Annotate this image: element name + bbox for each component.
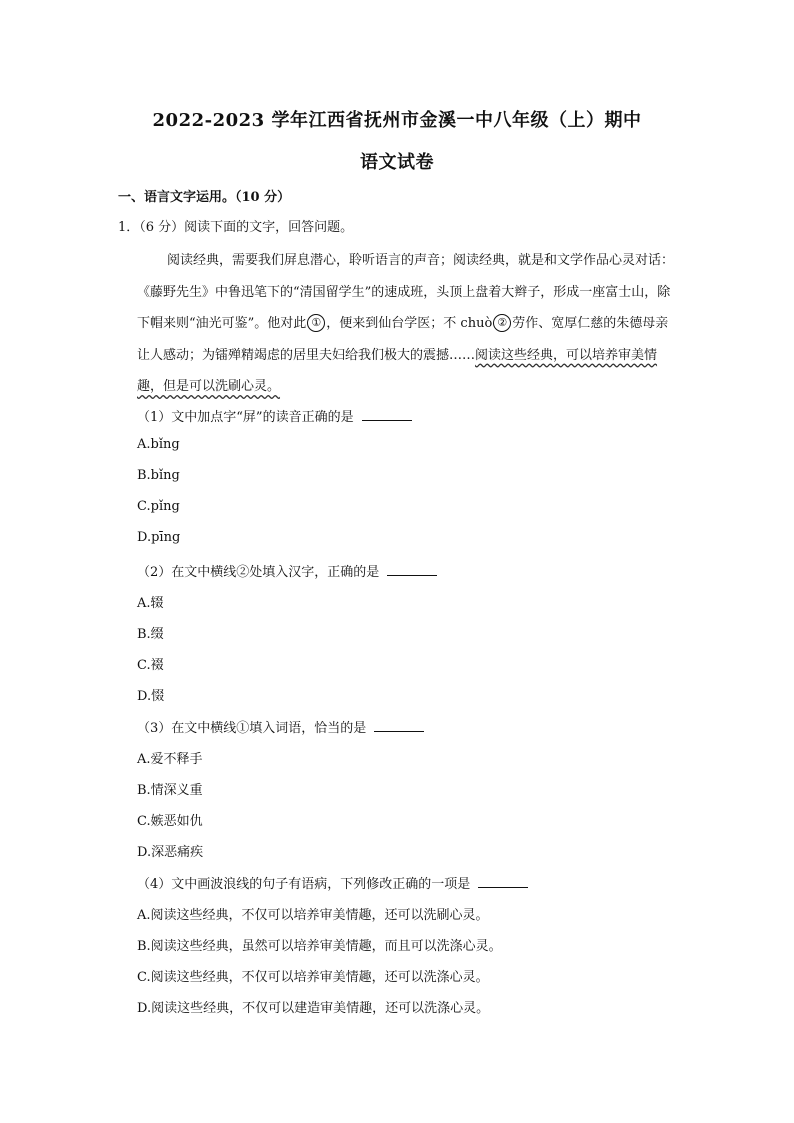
option-3b: B.情深义重 — [137, 783, 203, 798]
question-1-heading: 1．（6 分）阅读下面的文字，回答问题。 — [118, 220, 354, 235]
wavy-underlined-sentence: 阅读这些经典，可以培养审美情趣，但是可以洗刷心灵。 — [137, 347, 658, 394]
answer-blank-2 — [387, 575, 437, 576]
sub-question-3-text: （3）在文中横线①填入词语，恰当的是 — [137, 721, 367, 736]
exam-title-line-2: 语文试卷 — [360, 152, 434, 173]
sub-question-4-text: （4）文中画波浪线的句子有语病，下列修改正确的一项是 — [137, 877, 471, 892]
option-1b: B.bǐng — [137, 468, 180, 483]
passage-text-1: 阅读经典，需要我们屏息潜心，聆听语言的声音；阅读经典，就是和文学作品心灵对话：《藤野先生》中鲁迅笔下的“清国留学生”的速成班，头顶上盘着大辫子，形成一座富士山，除下帽来则“油光可鉴”。他对此 — [137, 253, 675, 331]
passage-text-2: ，便来到仙台学医；不 chuò — [326, 316, 493, 331]
passage-text-3: 劳作、宽厚仁慈的朱德母亲让人感动；为镭殚精竭虑的居里夫妇给我们极大的震撼…… — [137, 316, 669, 363]
option-1c: C.pǐng — [137, 499, 180, 514]
option-2c: C.裰 — [137, 658, 164, 673]
option-4d: D.阅读这些经典，不仅可以建造审美情趣，还可以洗涤心灵。 — [137, 1001, 490, 1016]
option-2d: D.惙 — [137, 689, 165, 704]
option-3d: D.深恶痛疾 — [137, 845, 204, 860]
option-1a: A.bǐng — [137, 437, 180, 452]
section-heading: 一、语言文字运用。（10 分） — [118, 190, 291, 205]
option-2b: B.缀 — [137, 627, 164, 642]
sub-question-4 — [137, 873, 528, 892]
option-3a: A.爱不释手 — [137, 752, 203, 767]
blank-marker-2: ② — [493, 314, 511, 332]
option-2a: A.辍 — [137, 596, 164, 611]
sub-question-3 — [137, 717, 424, 736]
sub-question-2 — [137, 561, 437, 580]
answer-blank-1 — [362, 420, 412, 421]
option-4c: C.阅读这些经典，不仅可以培养审美情趣，还可以洗涤心灵。 — [137, 970, 489, 985]
option-4b: B.阅读这些经典，虽然可以培养审美情趣，而且可以洗涤心灵。 — [137, 939, 502, 954]
option-4a: A.阅读这些经典，不仅可以培养审美情趣，还可以洗刷心灵。 — [137, 908, 489, 923]
sub-question-1 — [137, 406, 412, 425]
option-1d: D.pīng — [137, 530, 181, 545]
sub-question-2-text: （2）在文中横线②处填入汉字，正确的是 — [137, 565, 380, 580]
reading-passage — [137, 245, 677, 403]
option-3c: C.嫉恶如仇 — [137, 814, 203, 829]
answer-blank-3 — [374, 731, 424, 732]
blank-marker-1: ① — [307, 314, 325, 332]
answer-blank-4 — [478, 887, 528, 888]
exam-title-line-1: 2022-2023 学年江西省抚州市金溪一中八年级（上）期中 — [152, 110, 642, 131]
sub-question-1-text: （1）文中加点字“屏”的读音正确的是 — [137, 410, 354, 425]
